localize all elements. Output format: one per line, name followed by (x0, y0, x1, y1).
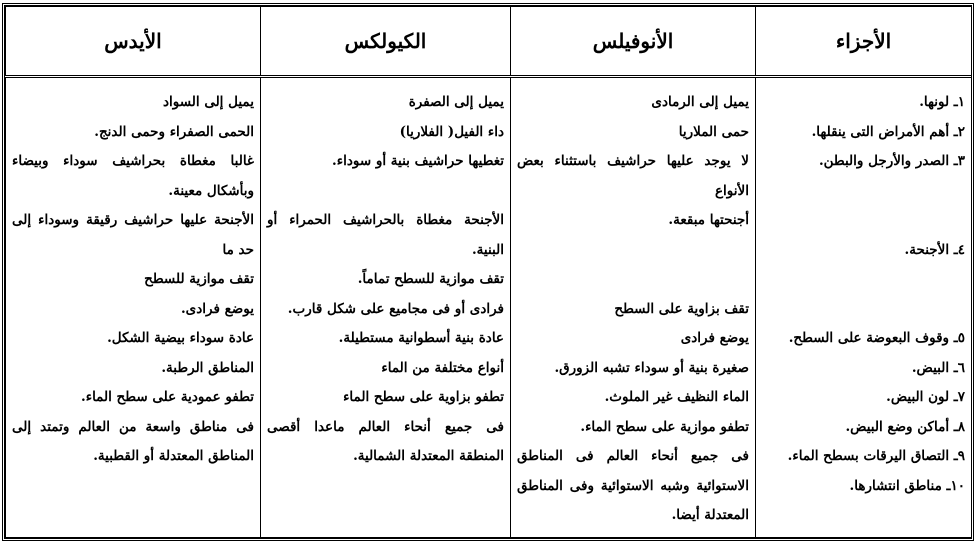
cell-spacer (762, 206, 965, 236)
cell-text: أنواع مختلفة من الماء (381, 359, 504, 376)
cell-text: يميل إلى الصفرة (408, 94, 504, 110)
cell-spacer (517, 236, 749, 266)
header-row (6, 7, 972, 77)
cell-text: فى جميع أنحاء العالم فى المناطق الاستوائية وشبه الاستوائية وفى المناطق المعتدلة أيضا. (517, 448, 749, 523)
cell-text: ٦ـ البيض. (911, 359, 965, 376)
cell-text: ٢ـ أهم الأمراض التى ينقلها. (811, 123, 965, 140)
column-parts (756, 77, 972, 538)
comparison-table-frame (2, 3, 974, 541)
column-anopheles (511, 77, 756, 538)
cell-text: حمى الملاريا (678, 123, 749, 140)
cell-text: داء الفيل( الفلاريا) (399, 123, 504, 140)
cell-spacer (762, 295, 965, 325)
body-row (6, 77, 972, 538)
cell-text: ٥ـ وقوف البعوضة على السطح. (788, 330, 965, 346)
cell-text: صغيرة بنية أو سوداء تشبه الزورق. (554, 359, 749, 376)
cell-text: الأجنحة عليها حراشيف رقيقة وسوداء إلى حد ما (12, 212, 254, 258)
column-aedes (6, 77, 261, 538)
header-culex: الكيولكس (261, 7, 511, 77)
cell-text: تطفو بزاوية على سطح الماء (343, 389, 504, 405)
cell-text: تقف موازية للسطح (144, 271, 254, 287)
cell-text: ٩ـ التصاق اليرقات بسطح الماء. (787, 448, 965, 464)
cell-spacer (762, 177, 965, 207)
cell-spacer (517, 265, 749, 295)
cell-spacer (762, 265, 965, 295)
cell-text: الماء النظيف غير الملوث. (604, 389, 749, 405)
cell-text: تطفو موازية على سطح الماء. (580, 418, 749, 435)
cell-spacer (267, 177, 504, 207)
cell-text: أجنحتها مبقعة. (668, 212, 749, 228)
cell-text: ٨ـ أماكن وضع البيض. (845, 418, 965, 435)
mosquito-comparison-table (5, 6, 972, 538)
cell-text: المناطق الرطبة. (161, 359, 254, 376)
cell-text: غالبا مغطاة بحراشيف سوداء وبيضاء وبأشكال معينة. (12, 153, 254, 199)
cell-text: ٤ـ الأجنحة. (904, 241, 965, 258)
cell-text: تغطيها حراشيف بنية أو سوداء. (332, 153, 504, 169)
cell-text: ١ـ لونها. (919, 94, 965, 110)
cell-text: تقف موازية للسطح تماماً. (357, 271, 504, 287)
header-aedes: الأيدس (6, 7, 261, 77)
cell-text: فى مناطق واسعة من العالم وتمتد إلى المناطق المعتدلة أو القطبية. (12, 418, 254, 464)
cell-text: عادة بنية أسطوانية مستطيلة. (338, 330, 504, 346)
column-culex (261, 77, 511, 538)
cell-text: فى جميع أنحاء العالم ماعدا أقصى المنطقة المعتدلة الشمالية. (267, 418, 504, 464)
cell-text: ٣ـ الصدر والأرجل والبطن. (818, 153, 965, 169)
cell-text: فرادى أو فى مجاميع على شكل قارب. (287, 300, 504, 317)
cell-text: الحمى الصفراء وحمى الدنج. (94, 123, 254, 140)
cell-text: ١٠ـ مناطق انتشارها. (849, 477, 965, 494)
cell-text: لا يوجد عليها حراشيف باستثناء بعض الأنواع (517, 153, 749, 199)
header-anopheles: الأنوفيلس (511, 7, 756, 77)
cell-text: تطفو عمودية على سطح الماء. (81, 389, 254, 405)
cell-text: يوضع فرادى. (180, 300, 254, 317)
cell-text: الأجنحة مغطاة بالحراشيف الحمراء أو البنية. (267, 212, 504, 258)
header-parts: الأجزاء (756, 7, 972, 77)
cell-text: يميل إلى الرمادى (651, 94, 749, 110)
cell-text: تقف بزاوية على السطح (614, 300, 749, 317)
cell-text: يوضع فرادى (680, 330, 749, 346)
cell-text: ٧ـ لون البيض. (886, 389, 965, 405)
cell-text: عادة سوداء بيضية الشكل. (107, 330, 254, 346)
cell-text: يميل إلى السواد (162, 94, 254, 110)
